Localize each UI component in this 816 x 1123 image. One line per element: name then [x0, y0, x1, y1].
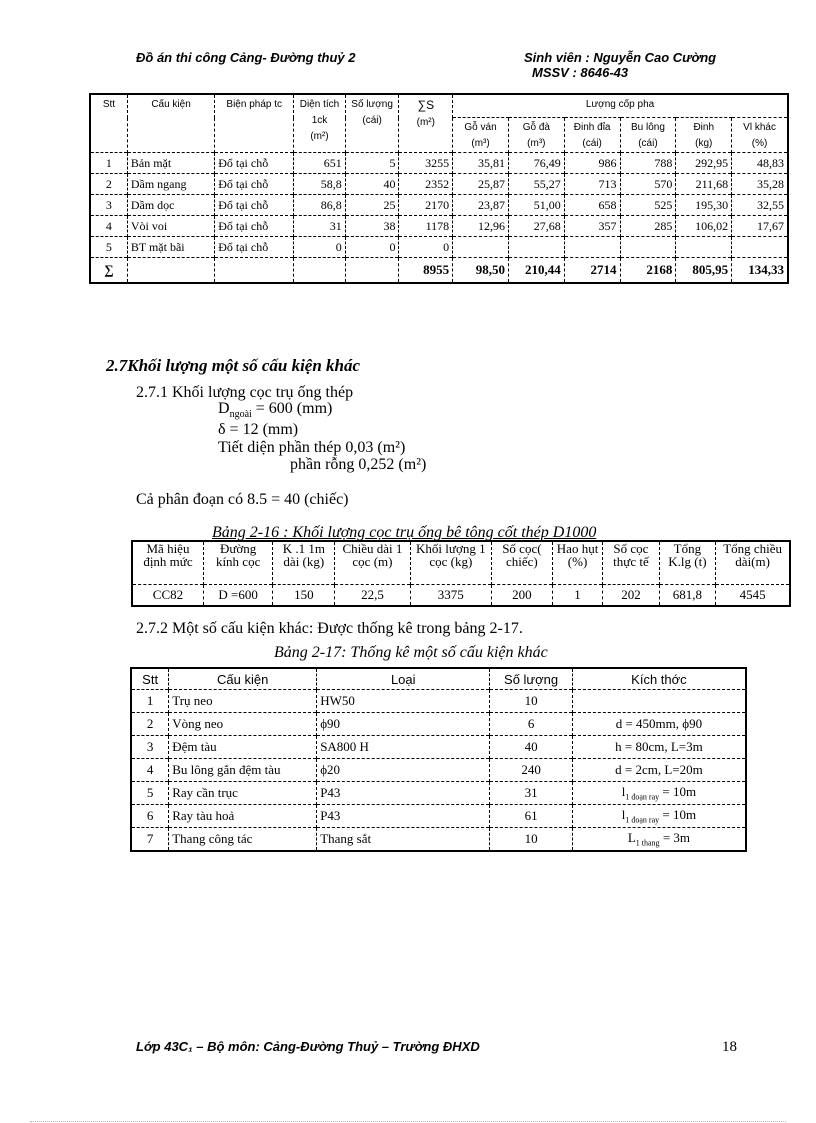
table-cell: 58,8: [294, 174, 346, 195]
table-cell: 195,30: [676, 195, 732, 216]
col-bien-phap: Biện pháp tc: [215, 94, 294, 153]
table-row: [132, 585, 790, 607]
table-cell: 12,96: [453, 216, 509, 237]
size-main: L: [627, 830, 636, 846]
sub-header-unit: (cái): [638, 138, 658, 149]
table-cell: 106,02: [676, 216, 732, 237]
name-cell: Bu lông gắn đệm tàu: [169, 759, 317, 782]
col-sub-header: [676, 118, 732, 153]
table-cell: [676, 237, 732, 258]
col-sub-header: [564, 118, 620, 153]
table-header-row: [132, 541, 790, 585]
table-cell: 25: [345, 195, 399, 216]
name-cell: Vòng neo: [169, 713, 317, 736]
table-cell: 292,95: [676, 153, 732, 174]
col-header: Khối lượng 1 cọc (kg): [410, 541, 491, 585]
table-cell: 27,68: [508, 216, 564, 237]
col-header: Loại: [317, 668, 490, 690]
d-sub: ngoài: [229, 409, 252, 421]
d-label: D: [218, 400, 230, 417]
table-cell: Vòi voi: [127, 216, 214, 237]
table-cell: 55,27: [508, 174, 564, 195]
type-cell: Thang sắt: [317, 828, 490, 852]
col-header: Tổng K.lg (t): [659, 541, 716, 585]
table-cell: 2: [90, 174, 127, 195]
table-row: [90, 195, 788, 216]
size-rest: = 3m: [659, 830, 691, 846]
table-row: [131, 828, 746, 852]
total-cell: [345, 258, 399, 284]
d-value: = 600 (mm): [255, 400, 333, 417]
table-cell: 4: [90, 216, 127, 237]
table-cell: 357: [564, 216, 620, 237]
header-mssv: MSSV : 8646-43: [532, 65, 629, 80]
d-ngoai-line: [218, 400, 332, 420]
col-header: Stt: [131, 668, 169, 690]
table-cell: [564, 237, 620, 258]
tiet-dien-line: Tiết diện phần thép 0,03 (m²): [218, 439, 406, 456]
table-cell: 788: [620, 153, 676, 174]
table-cell: 0: [345, 237, 399, 258]
sum-label: ∑S: [417, 98, 435, 112]
table-cell: 32,55: [732, 195, 788, 216]
col-stt: Stt: [90, 94, 127, 153]
sub-header-unit: (kg): [695, 138, 713, 149]
table-cell: 200: [492, 585, 553, 607]
table-row: [90, 237, 788, 258]
page-divider: [30, 1121, 786, 1122]
col-header: Số cọc( chiếc): [492, 541, 553, 585]
table-row: [90, 216, 788, 237]
col-header: K .1 1m dài (kg): [273, 541, 335, 585]
col-header: Tổng chiều dài(m): [716, 541, 790, 585]
table-cell: 2352: [399, 174, 453, 195]
table-row: [131, 782, 746, 805]
table-row: [90, 153, 788, 174]
size-cell: [572, 782, 746, 805]
table-cell: 35,28: [732, 174, 788, 195]
col-so-luong: [345, 94, 399, 153]
total-cell: 805,95: [676, 258, 732, 284]
qty-cell: 31: [490, 782, 573, 805]
table-cell: 2170: [399, 195, 453, 216]
size-cell: h = 80cm, L=3m: [572, 736, 746, 759]
table-cell: 4545: [716, 585, 790, 607]
stt-cell: 6: [131, 805, 169, 828]
dien-tich-label: Diện tích 1ck: [299, 99, 340, 126]
col-header: Cấu kiện: [169, 668, 317, 690]
col-header: Chiều dài 1 cọc (m): [335, 541, 410, 585]
size-cell: [572, 690, 746, 713]
table-row: [131, 805, 746, 828]
table-cell: Đổ tại chỗ: [215, 153, 294, 174]
sum-unit: (m²): [416, 117, 435, 128]
sub-header-unit: (%): [751, 138, 768, 149]
table-cell: 22,5: [335, 585, 410, 607]
name-cell: Trụ neo: [169, 690, 317, 713]
type-cell: P43: [317, 805, 490, 828]
table2-caption: Bảng 2-16 : Khối lượng cọc trụ ống bê tông cốt thép D1000: [212, 524, 597, 541]
table-cell: 570: [620, 174, 676, 195]
table-cell: Đổ tại chỗ: [215, 195, 294, 216]
size-main: l: [621, 784, 626, 800]
total-cell: [215, 258, 294, 284]
table-cell: 31: [294, 216, 346, 237]
subsection-2-7-1: 2.7.1 Khối lượng cọc trụ ống thép: [136, 384, 354, 401]
table-cell: Đổ tại chỗ: [215, 216, 294, 237]
sub-header-label: Vl khác: [743, 122, 776, 133]
header-left: Đồ án thi công Cảng- Đường thuỷ 2: [136, 50, 356, 65]
col-header: Hao hụt (%): [552, 541, 603, 585]
table-cell: 17,67: [732, 216, 788, 237]
total-cell: 2168: [620, 258, 676, 284]
table-header-row: [131, 668, 746, 690]
total-cell: [127, 258, 214, 284]
type-cell: ϕ20: [317, 759, 490, 782]
name-cell: Đệm tàu: [169, 736, 317, 759]
table-cell: 211,68: [676, 174, 732, 195]
table-cell: 76,49: [508, 153, 564, 174]
col-sub-header: [453, 118, 509, 153]
size-sub: 1 đoạn ray: [625, 792, 660, 802]
size-main: l: [621, 807, 626, 823]
table-row: [90, 174, 788, 195]
sub-header-unit: (cái): [582, 138, 602, 149]
table-header-row: [90, 94, 788, 118]
table-cell: 5: [345, 153, 399, 174]
col-header: Mã hiệu định mức: [132, 541, 203, 585]
section-title: 2.7Khối lượng một số cấu kiện khác: [106, 356, 361, 375]
table-cell: Đổ tại chỗ: [215, 174, 294, 195]
stt-cell: 7: [131, 828, 169, 852]
col-header: Đường kính cọc: [203, 541, 272, 585]
name-cell: Thang công tác: [169, 828, 317, 852]
table-row: [131, 759, 746, 782]
total-cell: 98,50: [453, 258, 509, 284]
table-cell: 38: [345, 216, 399, 237]
table-row: [131, 736, 746, 759]
stt-cell: 3: [131, 736, 169, 759]
table-cell: 51,00: [508, 195, 564, 216]
so-luong-label: Số lượng: [351, 99, 393, 110]
total-cell: 8955: [399, 258, 453, 284]
table-cell: 35,81: [453, 153, 509, 174]
col-header: Kích thớc: [572, 668, 746, 690]
table-cell: 5: [90, 237, 127, 258]
stt-cell: 4: [131, 759, 169, 782]
col-sub-header: [732, 118, 788, 153]
sub-header-label: Gỗ ván: [464, 122, 497, 133]
table-cell: 48,83: [732, 153, 788, 174]
subsection-2-7-2: 2.7.2 Một số cấu kiện khác: Được thống kê trong bảng 2-17.: [136, 620, 523, 637]
table-cell: 23,87: [453, 195, 509, 216]
table-cell: 0: [399, 237, 453, 258]
size-rest: = 10m: [659, 807, 697, 823]
col-header: Số lượng: [490, 668, 573, 690]
table3-caption: Bảng 2-17: Thống kê một số cấu kiện khác: [274, 644, 548, 661]
components-table: [130, 667, 747, 852]
sub-header-label: Bu lông: [630, 122, 665, 133]
table-cell: 713: [564, 174, 620, 195]
footer-left: Lớp 43C₁ – Bộ môn: Cảng-Đường Thuỷ – Trường ĐHXD: [136, 1039, 480, 1054]
table-cell: [453, 237, 509, 258]
total-cell: 134,33: [732, 258, 788, 284]
ca-phan-doan-line: Cả phân đoạn có 8.5 = 40 (chiếc): [136, 491, 349, 508]
sub-header-label: Gỗ đà: [522, 122, 550, 133]
phan-rong-line: phần rỗng 0,252 (m²): [290, 456, 427, 473]
qty-cell: 61: [490, 805, 573, 828]
table-cell: Bản mặt: [127, 153, 214, 174]
table-cell: 3255: [399, 153, 453, 174]
table-cell: 202: [603, 585, 659, 607]
size-sub: 1 đoạn ray: [625, 815, 660, 825]
page-number: 18: [722, 1039, 737, 1055]
table-cell: 681,8: [659, 585, 716, 607]
table-cell: 3375: [410, 585, 491, 607]
col-sub-header: [508, 118, 564, 153]
so-luong-unit: (cái): [362, 115, 382, 126]
sub-header-label: Đinh đỉa: [573, 122, 611, 133]
table-cell: 0: [294, 237, 346, 258]
total-cell: 210,44: [508, 258, 564, 284]
type-cell: HW50: [317, 690, 490, 713]
table-cell: 86,8: [294, 195, 346, 216]
table-row: [131, 690, 746, 713]
table-cell: 1: [552, 585, 603, 607]
sub-header-label: Đinh: [693, 122, 715, 133]
table-cell: 285: [620, 216, 676, 237]
table-cell: 658: [564, 195, 620, 216]
table-cell: Dầm dọc: [127, 195, 214, 216]
table-cell: 150: [273, 585, 335, 607]
table-cell: 3: [90, 195, 127, 216]
col-cau-kien: Cấu kiện: [127, 94, 214, 153]
formwork-table: [89, 93, 789, 284]
table-cell: 525: [620, 195, 676, 216]
table-cell: 1: [90, 153, 127, 174]
sub-header-unit: (m³): [527, 138, 546, 149]
size-sub: 1 thang: [635, 838, 660, 848]
table-cell: D =600: [203, 585, 272, 607]
total-cell: [294, 258, 346, 284]
col-header: Số cọc thực tế: [603, 541, 659, 585]
size-cell: d = 2cm, L=20m: [572, 759, 746, 782]
total-cell: 2714: [564, 258, 620, 284]
sub-header-unit: (m³): [471, 138, 490, 149]
table-cell: 986: [564, 153, 620, 174]
size-cell: [572, 828, 746, 852]
delta-line: δ = 12 (mm): [218, 421, 299, 438]
col-group-cop-pha: Lượng cốp pha: [453, 94, 788, 118]
table-cell: 40: [345, 174, 399, 195]
size-rest: = 10m: [659, 784, 697, 800]
table-cell: Dầm ngang: [127, 174, 214, 195]
size-cell: [572, 805, 746, 828]
stt-cell: 5: [131, 782, 169, 805]
total-row: [90, 258, 788, 284]
qty-cell: 10: [490, 690, 573, 713]
table-cell: 25,87: [453, 174, 509, 195]
type-cell: P43: [317, 782, 490, 805]
table-cell: [620, 237, 676, 258]
table-row: [131, 713, 746, 736]
stt-cell: 1: [131, 690, 169, 713]
table-cell: [508, 237, 564, 258]
table-cell: 651: [294, 153, 346, 174]
total-cell: ∑: [90, 258, 127, 284]
header-student: Sinh viên : Nguyễn Cao Cường: [524, 50, 717, 65]
col-sub-header: [620, 118, 676, 153]
qty-cell: 10: [490, 828, 573, 852]
col-sum: [399, 94, 453, 153]
col-dien-tich: [294, 94, 346, 153]
table-cell: Đổ tại chỗ: [215, 237, 294, 258]
dien-tich-unit: (m²): [310, 131, 329, 142]
name-cell: Ray cần trục: [169, 782, 317, 805]
table-cell: 1178: [399, 216, 453, 237]
stt-cell: 2: [131, 713, 169, 736]
table-cell: CC82: [132, 585, 203, 607]
type-cell: SA800 H: [317, 736, 490, 759]
name-cell: Ray tàu hoả: [169, 805, 317, 828]
type-cell: ϕ90: [317, 713, 490, 736]
size-cell: d = 450mm, ϕ90: [572, 713, 746, 736]
qty-cell: 6: [490, 713, 573, 736]
qty-cell: 40: [490, 736, 573, 759]
table-cell: [732, 237, 788, 258]
qty-cell: 240: [490, 759, 573, 782]
pile-table: [131, 540, 791, 607]
table-cell: BT mặt bãi: [127, 237, 214, 258]
